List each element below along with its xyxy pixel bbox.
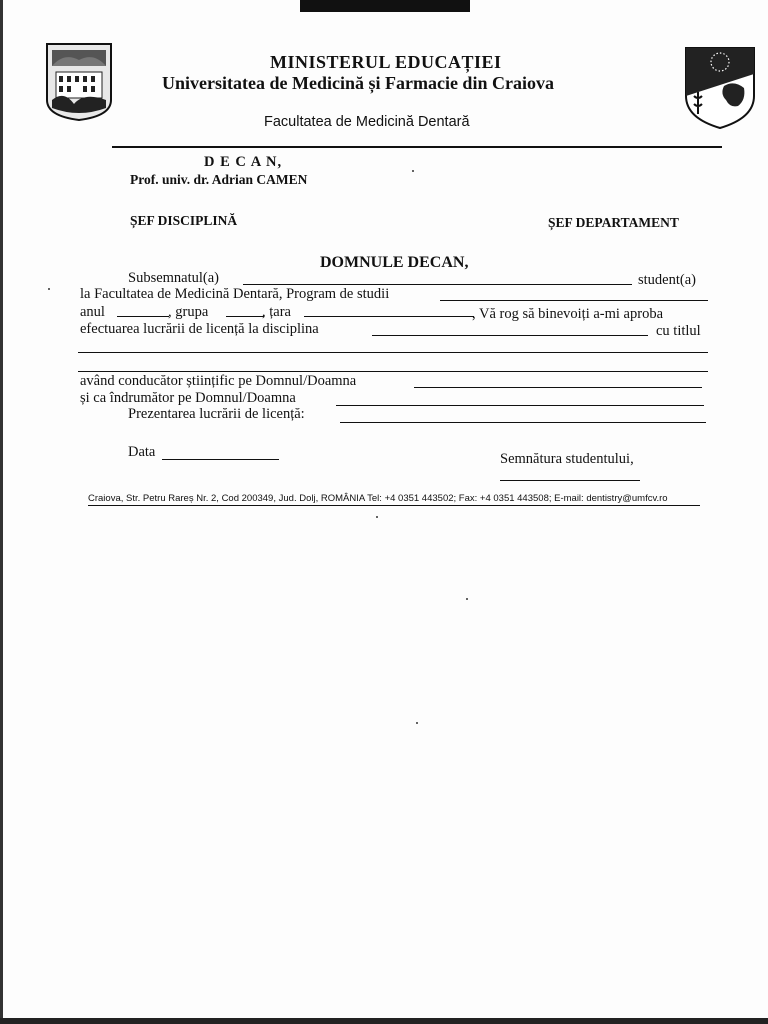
date-label: Data bbox=[128, 444, 156, 460]
coordinator-field[interactable] bbox=[414, 387, 702, 388]
country-field[interactable] bbox=[304, 316, 474, 317]
university-building-logo bbox=[44, 42, 114, 122]
year-field[interactable] bbox=[117, 316, 169, 317]
year-label: anul bbox=[80, 304, 105, 320]
thesis-title-field-1[interactable] bbox=[78, 352, 708, 353]
country-label: , țara bbox=[262, 304, 291, 320]
head-discipline-label: ȘEF DISCIPLINĂ bbox=[130, 213, 238, 228]
dean-title: D E C A N, bbox=[204, 154, 283, 170]
head-department-label: ȘEF DEPARTAMENT bbox=[548, 215, 679, 230]
ministry-title: MINISTERUL EDUCAȚIEI bbox=[270, 52, 502, 72]
date-field[interactable] bbox=[162, 459, 279, 460]
study-program-field[interactable] bbox=[440, 300, 708, 301]
tutor-field[interactable] bbox=[336, 405, 704, 406]
scan-artifact-left bbox=[0, 0, 3, 1024]
group-label: , grupa bbox=[168, 304, 209, 320]
faculty-title: Facultatea de Medicină Dentară bbox=[264, 114, 470, 130]
name-field[interactable] bbox=[243, 284, 632, 285]
header-divider bbox=[112, 146, 722, 148]
request-text: , Vă rog să binevoiți a-mi aproba bbox=[472, 306, 663, 322]
tutor-label: și ca îndrumător pe Domnul/Doamna bbox=[80, 390, 296, 406]
footer-contact: Craiova, Str. Petru Rareș Nr. 2, Cod 200349, Jud. Dolj, ROMÂNIA Tel: +4 0351 443502; Fax: +4 0351 443508; E-mail: dentistry@umfcv.ro bbox=[88, 493, 668, 504]
faculty-program-label: la Facultatea de Medicină Dentară, Program de studii bbox=[80, 286, 390, 302]
dean-name: Prof. univ. dr. Adrian CAMEN bbox=[130, 172, 308, 187]
thesis-title-field-2[interactable] bbox=[78, 371, 708, 372]
coordinator-label: având conducător științific pe Domnul/Doamna bbox=[80, 373, 357, 389]
thesis-discipline-label: efectuarea lucrării de licență la disciplina bbox=[80, 321, 319, 337]
group-field[interactable] bbox=[226, 316, 264, 317]
scan-speck bbox=[416, 722, 418, 724]
titled-label: cu titlul bbox=[656, 323, 701, 339]
university-title: Universitatea de Medicină și Farmacie din Craiova bbox=[162, 73, 554, 93]
footer-divider bbox=[88, 505, 700, 506]
scan-speck bbox=[48, 288, 50, 290]
discipline-field[interactable] bbox=[372, 335, 648, 336]
faculty-crest-logo bbox=[684, 46, 756, 130]
scan-speck bbox=[376, 516, 378, 518]
signature-field[interactable] bbox=[500, 480, 640, 481]
student-label: student(a) bbox=[638, 272, 696, 288]
scan-artifact-bottom bbox=[0, 1018, 768, 1024]
scan-speck bbox=[412, 170, 414, 172]
presentation-label: Prezentarea lucrării de licență: bbox=[128, 406, 305, 422]
undersigned-label: Subsemnatul(a) bbox=[128, 270, 220, 286]
scan-artifact-top bbox=[300, 0, 470, 12]
scan-speck bbox=[466, 598, 468, 600]
salutation: DOMNULE DECAN, bbox=[320, 254, 469, 271]
presentation-field[interactable] bbox=[340, 422, 706, 423]
signature-label: Semnătura studentului, bbox=[500, 451, 634, 467]
